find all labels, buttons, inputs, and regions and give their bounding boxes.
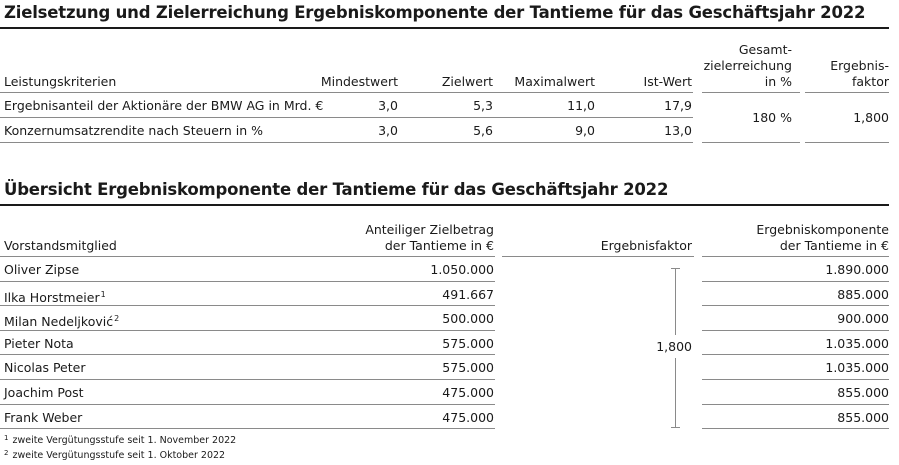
member-name-text: Nicolas Peter <box>4 360 86 375</box>
table2-header-rule-factor <box>502 256 694 257</box>
header-total-line3: in % <box>764 74 792 89</box>
header-target: Zielwert <box>441 74 493 89</box>
header-target-amount <box>365 222 494 254</box>
row1-min: 3,0 <box>378 98 398 113</box>
member-name-text: Pieter Nota <box>4 336 74 351</box>
member-target-amount: 575.000 <box>442 336 494 351</box>
row1-actual: 17,9 <box>664 98 692 113</box>
row1-rule <box>0 117 693 118</box>
member-target-amount: 500.000 <box>442 311 494 326</box>
header-total-line1: Gesamt- <box>738 42 792 57</box>
row-rule-left <box>0 404 495 405</box>
member-name <box>4 311 119 329</box>
result-factor-value: 1,800 <box>853 110 889 125</box>
member-name-text: Milan Nedeljković <box>4 314 114 329</box>
member-result-component: 900.000 <box>837 311 889 326</box>
table2-top-rule <box>0 204 889 206</box>
table1-header-rule-left <box>0 92 693 93</box>
row2-min: 3,0 <box>378 123 398 138</box>
member-name <box>4 262 79 277</box>
total-achievement-value: 180 % <box>752 110 792 125</box>
member-result-component: 885.000 <box>837 287 889 302</box>
header-result-line2: der Tantieme in € <box>779 238 889 253</box>
member-target-amount: 575.000 <box>442 360 494 375</box>
footnote-1-text: zweite Vergütungsstufe seit 1. November 2022 <box>12 435 237 446</box>
row-rule-right <box>702 305 889 306</box>
member-result-component: 855.000 <box>837 410 889 425</box>
header-result-component <box>756 222 889 254</box>
row-rule-right <box>702 379 889 380</box>
table1-title: Zielsetzung und Zielerreichung Ergebniskomponente der Tantieme für das Geschäftsjahr 2022 <box>4 3 866 22</box>
header-result-factor <box>830 58 889 90</box>
row-rule-left <box>0 305 495 306</box>
table1-bottom-rule-total <box>702 142 800 143</box>
row-rule-right <box>702 281 889 282</box>
header-criteria: Leistungskriterien <box>4 74 117 89</box>
row-rule-left <box>0 281 495 282</box>
member-name <box>4 385 84 400</box>
header-target-line2: der Tantieme in € <box>384 238 494 253</box>
row-rule-left <box>0 379 495 380</box>
table1-top-rule <box>0 27 889 29</box>
row-rule-left <box>0 354 495 355</box>
row-rule-right <box>702 404 889 405</box>
factor-bracket-bottom <box>671 427 680 428</box>
factor-bracket-lower <box>675 358 676 427</box>
header-member: Vorstandsmitglied <box>4 238 117 253</box>
footnote-1 <box>4 434 236 446</box>
footnote-2-mark: 2 <box>4 449 9 457</box>
table1-header-rule-factor <box>805 92 889 93</box>
table2-header-rule-left <box>0 256 495 257</box>
member-name <box>4 336 74 351</box>
row1-target: 5,3 <box>473 98 493 113</box>
header-total-achievement <box>704 42 792 90</box>
header-max: Maximalwert <box>514 74 595 89</box>
row-rule-left <box>0 428 495 429</box>
member-target-amount: 475.000 <box>442 385 494 400</box>
footnote-2 <box>4 449 225 461</box>
member-target-amount: 475.000 <box>442 410 494 425</box>
row-rule-right <box>702 330 889 331</box>
member-target-amount: 491.667 <box>442 287 494 302</box>
row-rule-left <box>0 330 495 331</box>
member-name <box>4 360 85 375</box>
row2-target: 5,6 <box>473 123 493 138</box>
member-name-text: Ilka Horstmeier <box>4 290 100 305</box>
footnote-marker: 2 <box>114 314 120 323</box>
header-actual: Ist-Wert <box>643 74 692 89</box>
header-result-line1: Ergebniskomponente <box>756 222 889 237</box>
header-factor-line1: Ergebnis- <box>830 58 889 73</box>
member-name-text: Frank Weber <box>4 410 83 425</box>
header-min: Mindestwert <box>320 74 398 89</box>
member-result-component: 1.890.000 <box>825 262 889 277</box>
member-name-text: Oliver Zipse <box>4 262 80 277</box>
table2-header-rule-result <box>702 256 889 257</box>
footnote-1-mark: 1 <box>4 434 9 442</box>
row1-label: Ergebnisanteil der Aktionäre der BMW AG in Mrd. € <box>4 98 324 113</box>
member-result-component: 1.035.000 <box>825 336 889 351</box>
header-total-line2: zielerreichung <box>703 58 792 73</box>
member-result-component: 855.000 <box>837 385 889 400</box>
footnote-marker: 1 <box>100 290 106 299</box>
row1-max: 11,0 <box>567 98 595 113</box>
factor-bracket-upper <box>675 268 676 335</box>
row-rule-right <box>702 354 889 355</box>
row-rule-right <box>702 428 889 429</box>
table1-bottom-rule-factor <box>805 142 889 143</box>
table1-header-rule-total <box>702 92 800 93</box>
row2-max: 9,0 <box>575 123 595 138</box>
factor-value: 1,800 <box>656 339 692 354</box>
table2-title: Übersicht Ergebniskomponente der Tantieme für das Geschäftsjahr 2022 <box>4 180 669 199</box>
member-result-component: 1.035.000 <box>825 360 889 375</box>
header-factor: Ergebnisfaktor <box>600 238 692 253</box>
row2-label: Konzernumsatzrendite nach Steuern in % <box>4 123 263 138</box>
member-name <box>4 410 82 425</box>
header-target-line1: Anteiliger Zielbetrag <box>365 222 494 237</box>
footnote-2-text: zweite Vergütungsstufe seit 1. Oktober 2022 <box>12 450 226 461</box>
row2-actual: 13,0 <box>664 123 692 138</box>
member-name-text: Joachim Post <box>4 385 84 400</box>
member-target-amount: 1.050.000 <box>430 262 494 277</box>
table1-bottom-rule-left <box>0 142 693 143</box>
member-name <box>4 287 106 305</box>
header-factor-line2: faktor <box>852 74 889 89</box>
